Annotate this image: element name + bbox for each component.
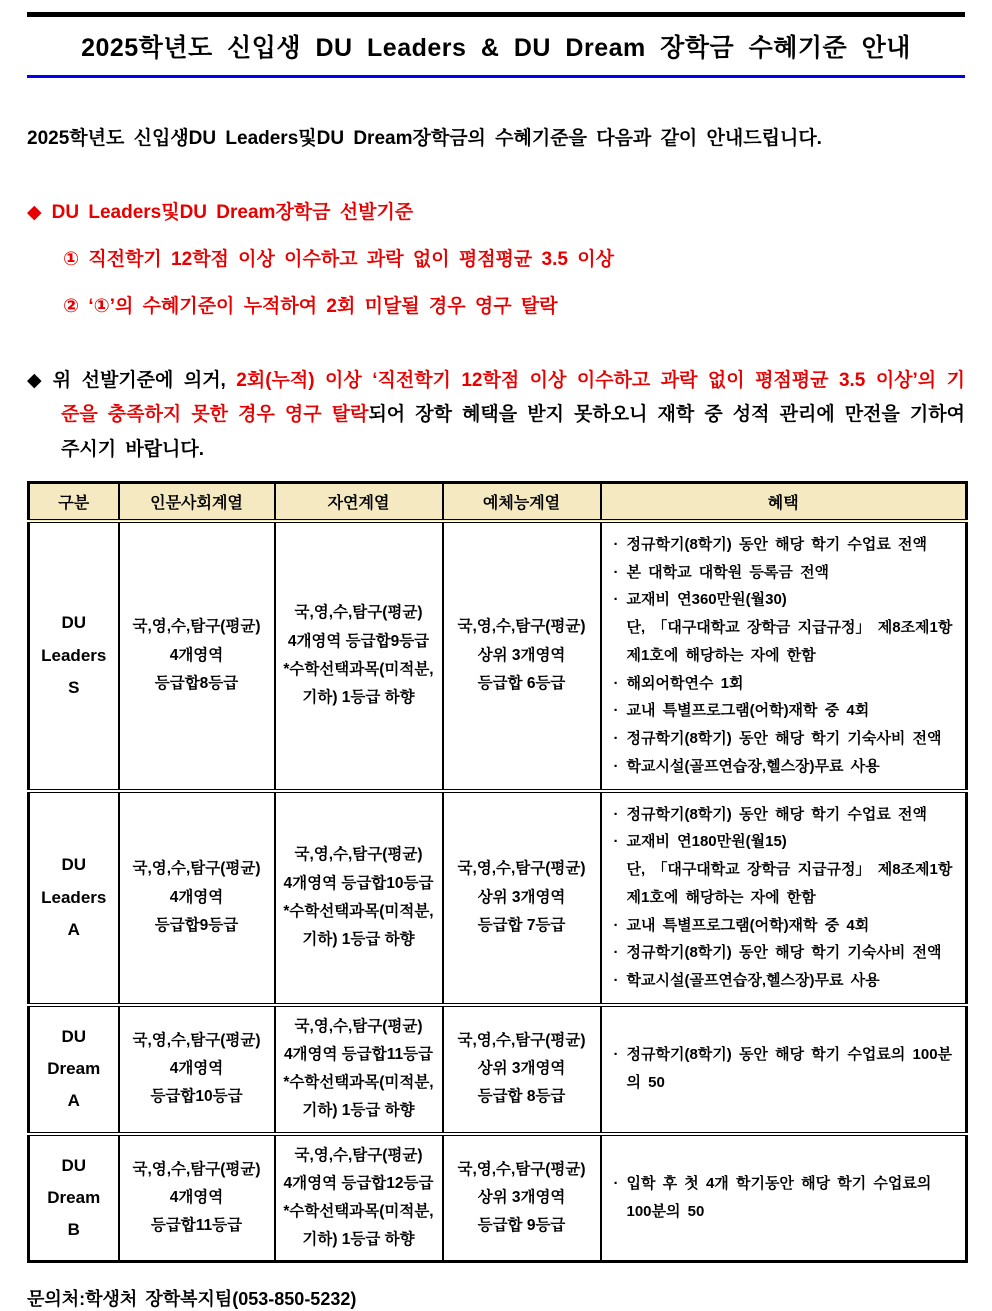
table-row <box>29 1005 967 1134</box>
notice-prefix: 위 선발기준에 의거, <box>52 369 237 391</box>
bullet-dot-icon: · <box>613 833 619 851</box>
table-row <box>29 1134 967 1262</box>
header-arts: 예체능계열 <box>443 483 601 521</box>
bullet-dot-icon: · <box>613 702 619 720</box>
cell-arts: 국,영,수,탐구(평균) 상위 3개영역 등급합 9등급 <box>443 1134 601 1262</box>
header-natural: 자연계열 <box>275 483 443 521</box>
intro-paragraph: 2025학년도 신입생DU Leaders및DU Dream장학금의 수혜기준을 다음과 같이 안내드립니다. <box>27 128 822 149</box>
bullet-dot-icon: · <box>613 944 619 962</box>
table-row <box>29 521 967 791</box>
bullet-dot-icon: · <box>613 730 619 748</box>
table-header-row <box>29 483 967 521</box>
cell-category: DU Dream A <box>29 1005 119 1134</box>
bullet-dot-icon: · <box>613 563 619 581</box>
cell-category: DU Leaders A <box>29 791 119 1005</box>
benefit-item: · 정규학기(8학기) 동안 해당 학기 기숙사비 전액 <box>614 725 956 753</box>
criteria-section <box>27 197 965 318</box>
page-title: 2025학년도 신입생 DU Leaders & DU Dream 장학금 수혜기준 안내 <box>81 34 911 62</box>
bullet-dot-icon: · <box>613 805 619 823</box>
benefit-item: · 해외어학연수 1회 <box>614 670 956 698</box>
bullet-dot-icon: · <box>613 972 619 990</box>
benefit-item: · 정규학기(8학기) 동안 해당 학기 수업료의 100분의 50 <box>614 1041 956 1097</box>
benefit-item: · 교재비 연180만원(월15) <box>614 828 956 856</box>
notice-highlight: 2회(누적) 이상 ‘직전학기 12학점 이상 이수하고 과락 없이 평점평균 3.5 이상’의 기준을 충족하지 못한 경우 영구 탈락 <box>61 369 965 426</box>
bullet-dot-icon: · <box>613 535 619 553</box>
benefit-item: · 정규학기(8학기) 동안 해당 학기 기숙사비 전액 <box>614 939 956 967</box>
cell-humanities: 국,영,수,탐구(평균) 4개영역 등급합8등급 <box>119 521 275 791</box>
cell-arts: 국,영,수,탐구(평균) 상위 3개영역 등급합 6등급 <box>443 521 601 791</box>
benefit-item: · 정규학기(8학기) 동안 해당 학기 수업료 전액 <box>614 531 956 559</box>
bullet-dot-icon: · <box>613 1175 619 1193</box>
cell-arts: 국,영,수,탐구(평균) 상위 3개영역 등급합 7등급 <box>443 791 601 1005</box>
notice-suffix: 되어 장학 혜택을 받지 못하오니 재학 중 성적 관리에 만전을 기하여 주시기 바랍니다. <box>61 404 965 460</box>
bullet-dot-icon: · <box>613 916 619 934</box>
title-underline <box>27 75 965 78</box>
header-category: 구분 <box>29 483 119 521</box>
criteria-heading-text: DU Leaders및DU Dream장학금 선발기준 <box>51 201 414 223</box>
cell-benefits <box>601 1134 967 1262</box>
cell-benefits <box>601 791 967 1005</box>
cell-natural: 국,영,수,탐구(평균) 4개영역 등급합10등급 *수학선택과목(미적분, 기하) 1등급 하향 <box>275 791 443 1005</box>
cell-benefits <box>601 1005 967 1134</box>
criteria-item-1: ① 직전학기 12학점 이상 이수하고 과락 없이 평점평균 3.5 이상 <box>63 248 614 270</box>
cell-humanities: 국,영,수,탐구(평균) 4개영역 등급합10등급 <box>119 1005 275 1134</box>
cell-natural: 국,영,수,탐구(평균) 4개영역 등급합9등급 *수학선택과목(미적분, 기하) 1등급 하향 <box>275 521 443 791</box>
notice-paragraph <box>27 364 965 468</box>
benefit-item: · 교재비 연360만원(월30) <box>614 586 956 614</box>
bullet-dot-icon: · <box>613 591 619 609</box>
cell-category: DU Dream B <box>29 1134 119 1262</box>
criteria-heading <box>27 197 965 224</box>
benefit-item: · 학교시설(골프연습장,헬스장)무료 사용 <box>614 967 956 995</box>
header-benefits: 혜택 <box>601 483 967 521</box>
benefit-item: · 교내 특별프로그램(어학)재학 중 4회 <box>614 697 956 725</box>
cell-natural: 국,영,수,탐구(평균) 4개영역 등급합12등급 *수학선택과목(미적분, 기하) 1등급 하향 <box>275 1134 443 1262</box>
diamond-icon: ◆ <box>27 369 43 391</box>
cell-arts: 국,영,수,탐구(평균) 상위 3개영역 등급합 8등급 <box>443 1005 601 1134</box>
cell-humanities: 국,영,수,탐구(평균) 4개영역 등급합11등급 <box>119 1134 275 1262</box>
header-humanities: 인문사회계열 <box>119 483 275 521</box>
cell-category: DU Leaders S <box>29 521 119 791</box>
contact-info: 문의처:학생처 장학복지팀(053-850-5232) <box>27 1289 357 1310</box>
bullet-dot-icon: · <box>613 1046 619 1064</box>
diamond-icon: ◆ <box>27 201 42 223</box>
benefit-item-continuation: 단, 「대구대학교 장학금 지급규정」 제8조제1항제1호에 해당하는 자에 한함 <box>626 619 953 664</box>
cell-natural: 국,영,수,탐구(평균) 4개영역 등급합11등급 *수학선택과목(미적분, 기하) 1등급 하향 <box>275 1005 443 1134</box>
benefit-item: · 정규학기(8학기) 동안 해당 학기 수업료 전액 <box>614 801 956 829</box>
scholarship-table <box>27 481 968 1263</box>
bullet-dot-icon: · <box>613 674 619 692</box>
bullet-dot-icon: · <box>613 757 619 775</box>
benefit-item: · 교내 특별프로그램(어학)재학 중 4회 <box>614 912 956 940</box>
benefit-item: · 본 대학교 대학원 등록금 전액 <box>614 559 956 587</box>
criteria-item-2: ② ‘①’의 수혜기준이 누적하여 2회 미달될 경우 영구 탈락 <box>63 295 558 317</box>
benefit-item: · 학교시설(골프연습장,헬스장)무료 사용 <box>614 753 956 781</box>
table-row <box>29 791 967 1005</box>
benefit-item-continuation: 단, 「대구대학교 장학금 지급규정」 제8조제1항제1호에 해당하는 자에 한함 <box>626 861 953 906</box>
cell-benefits <box>601 521 967 791</box>
cell-humanities: 국,영,수,탐구(평균) 4개영역 등급합9등급 <box>119 791 275 1005</box>
benefit-item: · 입학 후 첫 4개 학기동안 해당 학기 수업료의 100분의 50 <box>614 1170 956 1226</box>
